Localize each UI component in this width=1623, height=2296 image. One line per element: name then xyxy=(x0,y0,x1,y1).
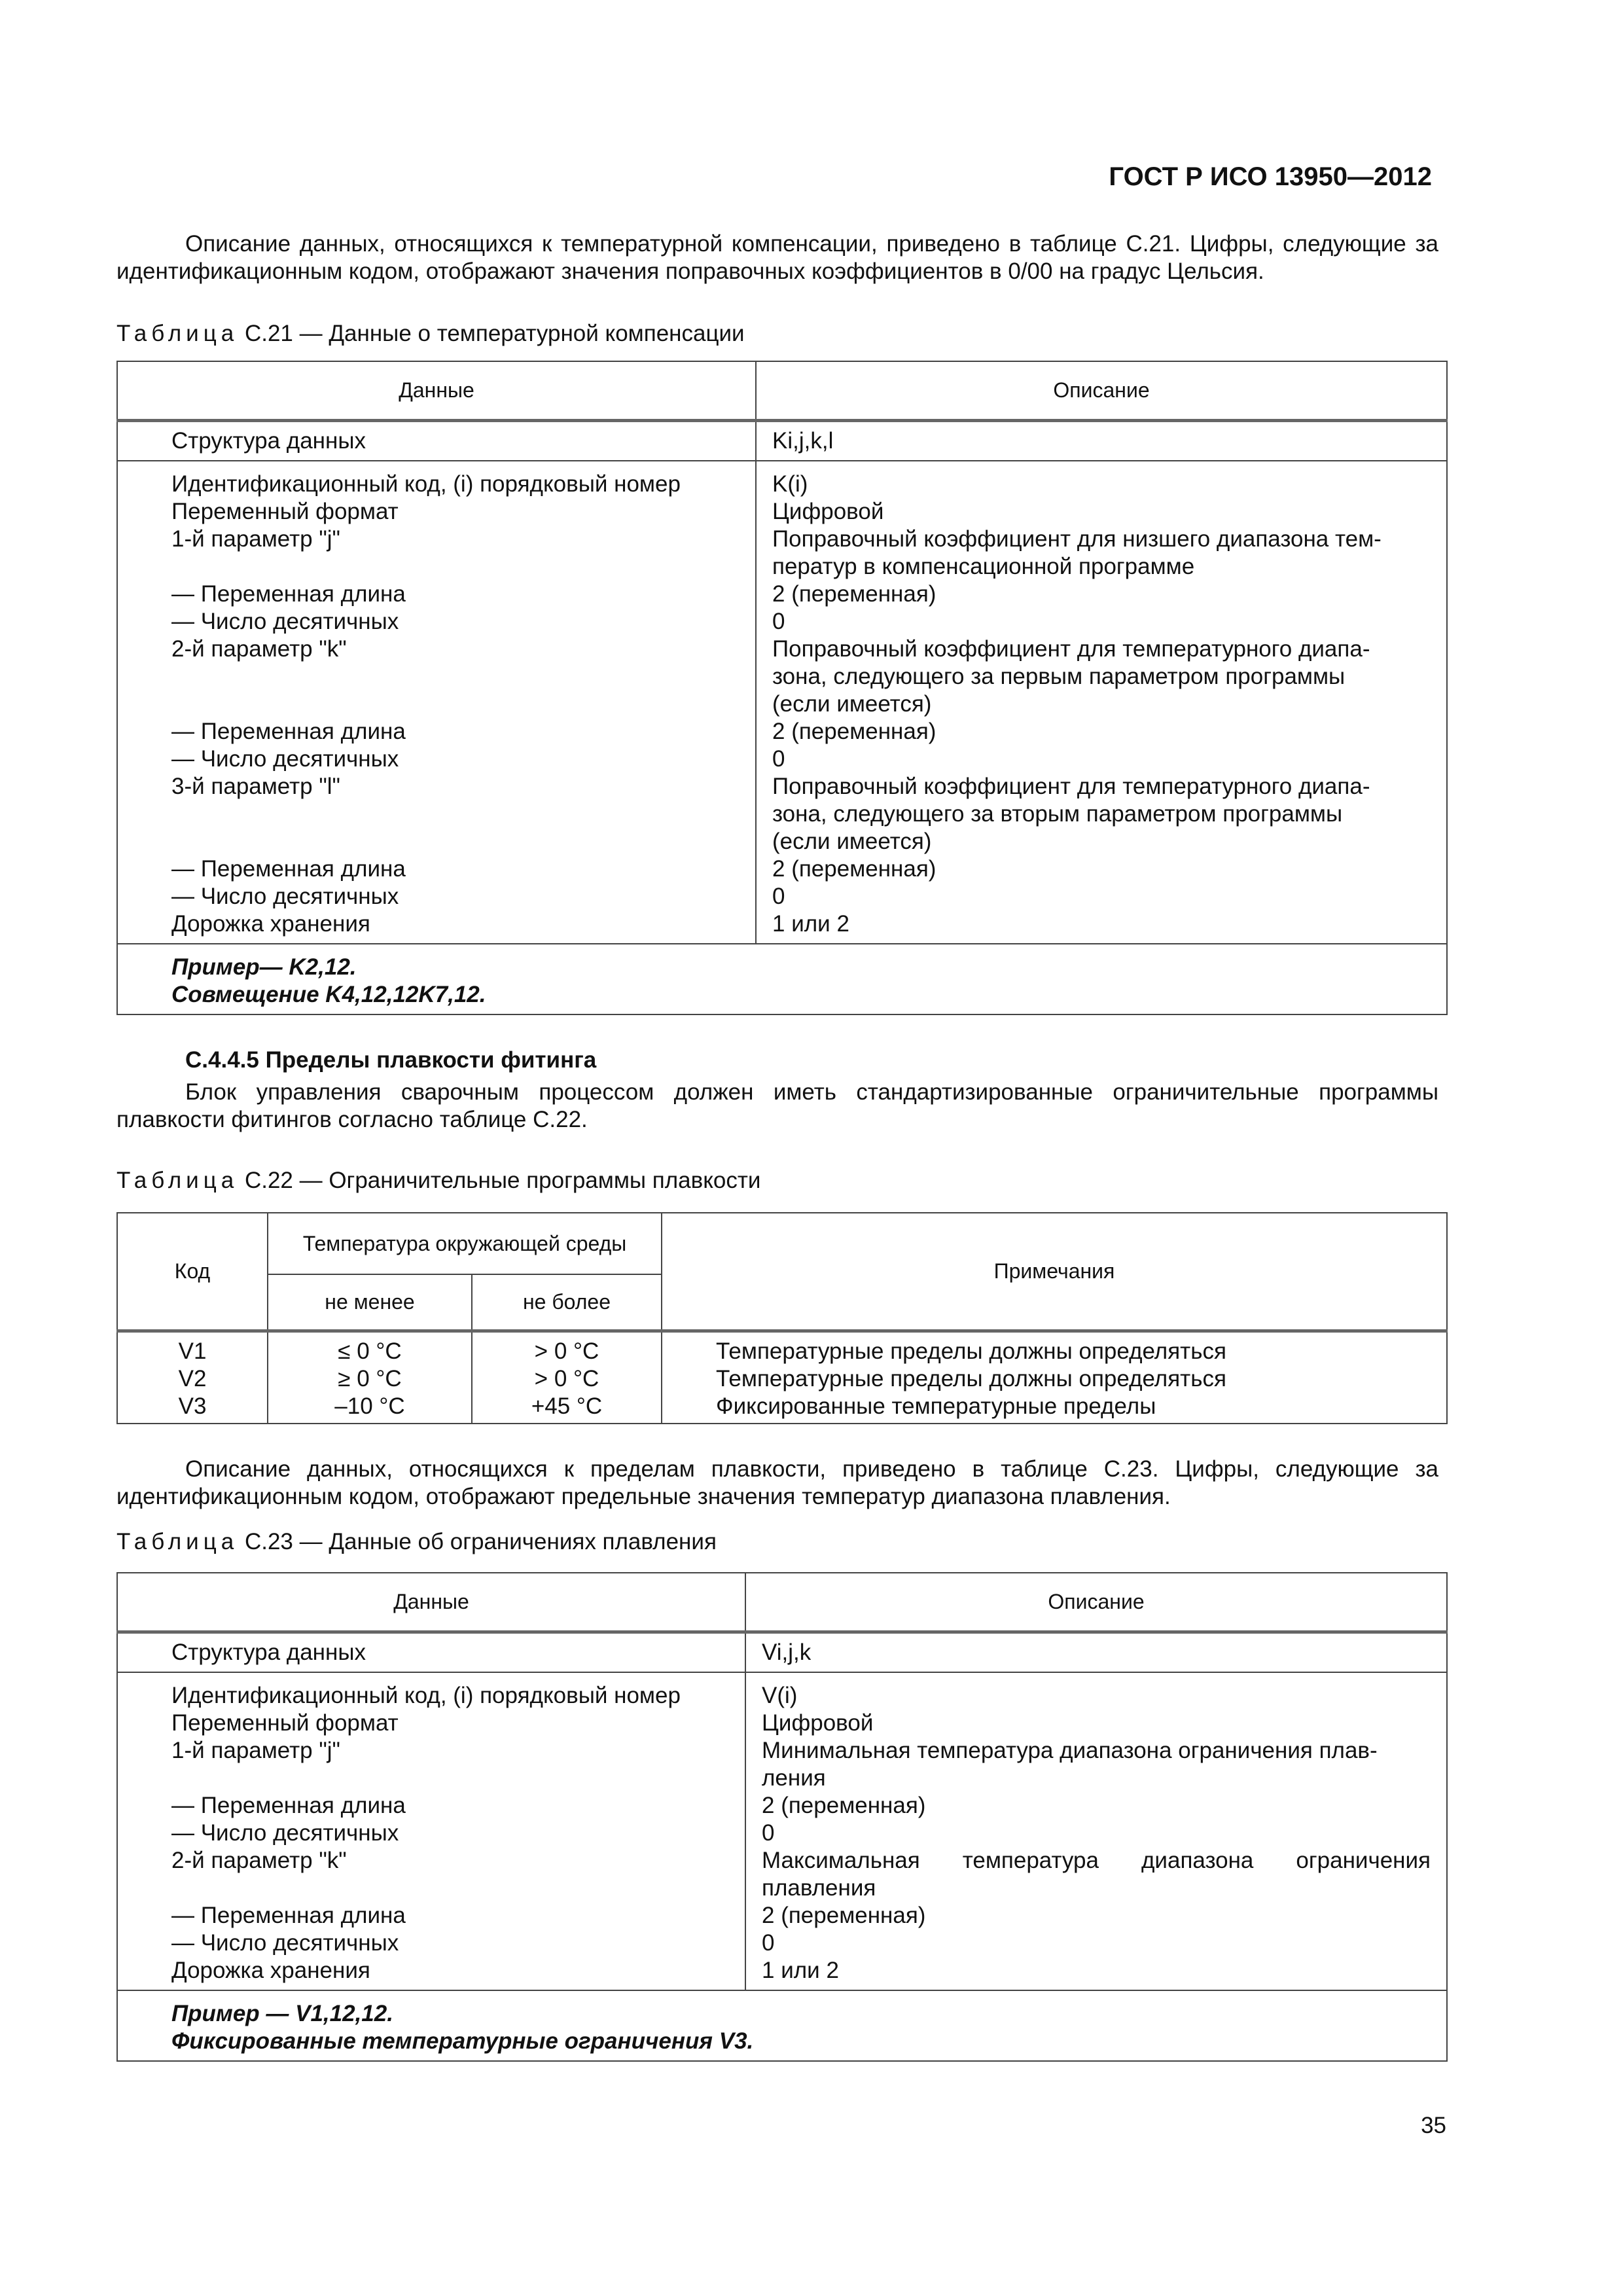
table-c21-left-line xyxy=(171,800,743,828)
table-c21-example xyxy=(117,944,1447,1014)
intro-paragraph: Описание данных, относящихся к температурной компенсации, приведено в таблице С.21. Цифры, следующие за идентификационным кодом, отображают значения поправочных коэффициентов в 0/00 на градус Цельсия. xyxy=(116,231,1438,284)
table-c23-right-line: Максимальная температура диапазона ограничения xyxy=(762,1848,1431,1873)
table-c21-right-line: Цифровой xyxy=(772,499,884,524)
table-c21-left-line: Переменный формат xyxy=(171,499,399,524)
table-c21-structure-value: Ki,j,k,l xyxy=(756,420,1447,461)
table-c23-left-line xyxy=(171,1765,733,1792)
table-c21-right-line: Поправочный коэффициент для температурного диапа- xyxy=(772,636,1370,662)
table-c21-right-line: зона, следующего за первым параметром программы xyxy=(772,664,1346,689)
table-c22-note-cell: Температурные пределы должны определяться xyxy=(716,1338,1226,1364)
table-c21-left-line: — Число десятичных xyxy=(171,609,399,634)
table-c21-right-line: 0 xyxy=(772,609,785,634)
table-c21-left-line xyxy=(171,691,743,718)
table-c23-left-line: 1-й параметр "j" xyxy=(171,1738,340,1763)
table-c23-right-line: 1 или 2 xyxy=(762,1958,839,1983)
table-c23-caption: Таблица С.23 — Данные об ограничениях плавления xyxy=(116,1529,717,1554)
table-c23-right-column xyxy=(745,1672,1447,1990)
table-c22-max-cell: > 0 °С xyxy=(534,1365,599,1391)
table-c22-header-max: не более xyxy=(472,1274,662,1331)
table-c21-left-line: 2-й параметр "k" xyxy=(171,636,347,662)
table-c21-header-data: Данные xyxy=(117,361,756,420)
section-c445-paragraph: Блок управления сварочным процессом должен иметь стандартизированные ограничительные программы плавкости фитингов согласно таблице С.22. xyxy=(116,1079,1438,1132)
table-c23-right-line: 0 xyxy=(762,1930,775,1956)
table-c21-left-line: — Переменная длина xyxy=(171,719,406,744)
table-c23-right-line: V(i) xyxy=(762,1683,798,1708)
table-c21-right-line: 1 или 2 xyxy=(772,911,849,937)
table-c21-left-line xyxy=(171,553,743,581)
table-c22-header-code: Код xyxy=(117,1213,268,1331)
table-c22-note-cell: Фиксированные температурные пределы xyxy=(716,1393,1156,1419)
table-c23-example xyxy=(117,1990,1447,2061)
table-c22-notes-column xyxy=(662,1331,1447,1424)
table-c23-header-description: Описание xyxy=(745,1573,1447,1632)
table-c21-left-line: 3-й параметр "l" xyxy=(171,774,340,799)
table-c22-header-min: не менее xyxy=(268,1274,472,1331)
table-c23-right-line: ления xyxy=(762,1765,826,1791)
table-c21-left-line xyxy=(171,663,743,691)
table-c22-min-cell: –10 °С xyxy=(334,1393,405,1419)
table-c22-code-column xyxy=(117,1331,268,1424)
table-c23-right-line: Минимальная температура диапазона ограничения плав- xyxy=(762,1738,1378,1763)
table-c22-min-cell: ≥ 0 °С xyxy=(338,1365,402,1391)
intro2-paragraph: Описание данных, относящихся к пределам плавкости, приведено в таблице С.23. Цифры, следующие за идентификационным кодом, отображают предельные значения температур диапазона плавления. xyxy=(116,1456,1438,1509)
table-c23-left-line: — Переменная длина xyxy=(171,1903,406,1928)
table-c23-left-line: 2-й параметр "k" xyxy=(171,1848,347,1873)
table-c21-right-line: ператур в компенсационной программе xyxy=(772,554,1195,579)
section-heading-c445: С.4.4.5 Пределы плавкости фитинга xyxy=(185,1047,597,1073)
table-c21-right-line: 0 xyxy=(772,746,785,772)
table-c23-structure-label: Структура данных xyxy=(117,1632,745,1672)
table-c22-header-temperature: Температура окружающей среды xyxy=(268,1213,662,1274)
table-c23-structure-value: Vi,j,k xyxy=(745,1632,1447,1672)
table-c21-right-line: 2 (переменная) xyxy=(772,719,936,744)
table-c21-left-line: Дорожка хранения xyxy=(171,911,370,937)
table-c23-left-line: Идентификационный код, (i) порядковый номер xyxy=(171,1683,681,1708)
table-c23-left-line: — Число десятичных xyxy=(171,1930,399,1956)
table-c22-note-cell: Температурные пределы должны определяться xyxy=(716,1365,1226,1391)
table-c23-left-line: — Переменная длина xyxy=(171,1793,406,1818)
table-c21-structure-label: Структура данных xyxy=(117,420,756,461)
table-c21-right-line: Поправочный коэффициент для низшего диапазона тем- xyxy=(772,526,1382,552)
table-c21-left-column xyxy=(117,461,756,944)
table-c22-code-cell: V1 xyxy=(178,1338,207,1364)
table-c23-right-line: плавления xyxy=(762,1875,876,1901)
table-c21-left-line: — Переменная длина xyxy=(171,581,406,607)
table-c21-right-line: 2 (переменная) xyxy=(772,581,936,607)
table-c21-example-line-1: Пример— K2,12. xyxy=(171,954,357,980)
page-number: 35 xyxy=(1421,2113,1446,2138)
table-c23-left-line: — Число десятичных xyxy=(171,1820,399,1846)
table-c23-left-line xyxy=(171,1874,733,1902)
table-c23-right-line: 2 (переменная) xyxy=(762,1903,926,1928)
table-c21-caption: Таблица С.21 — Данные о температурной компенсации xyxy=(116,321,745,346)
table-c21-right-line: (если имеется) xyxy=(772,829,932,854)
table-c21-right-line: Поправочный коэффициент для температурного диапа- xyxy=(772,774,1370,799)
table-c21-left-line: Идентификационный код, (i) порядковый номер xyxy=(171,471,681,497)
table-c22-min-column xyxy=(268,1331,472,1424)
table-c22-code-cell: V2 xyxy=(178,1365,207,1391)
table-c22 xyxy=(116,1212,1448,1424)
table-c22-caption: Таблица С.22 — Ограничительные программы плавкости xyxy=(116,1168,761,1193)
document-id: ГОСТ Р ИСО 13950—2012 xyxy=(1109,162,1432,191)
table-c21-left-line: — Число десятичных xyxy=(171,746,399,772)
table-c21-example-line-2: Совмещение K4,12,12K7,12. xyxy=(171,982,486,1007)
table-c23 xyxy=(116,1572,1448,2062)
table-c23-header-data: Данные xyxy=(117,1573,745,1632)
table-c23-right-line: Цифровой xyxy=(762,1710,874,1736)
table-c21-right-line: (если имеется) xyxy=(772,691,932,717)
table-c23-left-line: Дорожка хранения xyxy=(171,1958,370,1983)
table-c21-left-line: — Переменная длина xyxy=(171,856,406,882)
table-c21-right-line: 0 xyxy=(772,884,785,909)
table-c21-left-line: 1-й параметр "j" xyxy=(171,526,340,552)
table-c21-left-line xyxy=(171,828,743,855)
table-c23-example-line-1: Пример — V1,12,12. xyxy=(171,2001,393,2026)
table-c21-right-line: K(i) xyxy=(772,471,808,497)
table-c22-max-column xyxy=(472,1331,662,1424)
table-c21-right-column xyxy=(756,461,1447,944)
table-c23-example-line-2: Фиксированные температурные ограничения V3. xyxy=(171,2028,754,2054)
table-c21-header-description: Описание xyxy=(756,361,1447,420)
table-c23-left-column xyxy=(117,1672,745,1990)
table-c22-min-cell: ≤ 0 °С xyxy=(338,1338,402,1364)
table-c22-code-cell: V3 xyxy=(178,1393,207,1419)
table-c22-header-notes: Примечания xyxy=(662,1213,1447,1331)
table-c21 xyxy=(116,361,1448,1015)
table-c22-max-cell: +45 °С xyxy=(531,1393,603,1419)
table-c21-right-line: 2 (переменная) xyxy=(772,856,936,882)
table-c21-right-line: зона, следующего за вторым параметром программы xyxy=(772,801,1343,827)
table-c22-max-cell: > 0 °С xyxy=(534,1338,599,1364)
table-c21-left-line: — Число десятичных xyxy=(171,884,399,909)
table-c23-right-line: 2 (переменная) xyxy=(762,1793,926,1818)
table-c23-right-line: 0 xyxy=(762,1820,775,1846)
table-c23-left-line: Переменный формат xyxy=(171,1710,399,1736)
